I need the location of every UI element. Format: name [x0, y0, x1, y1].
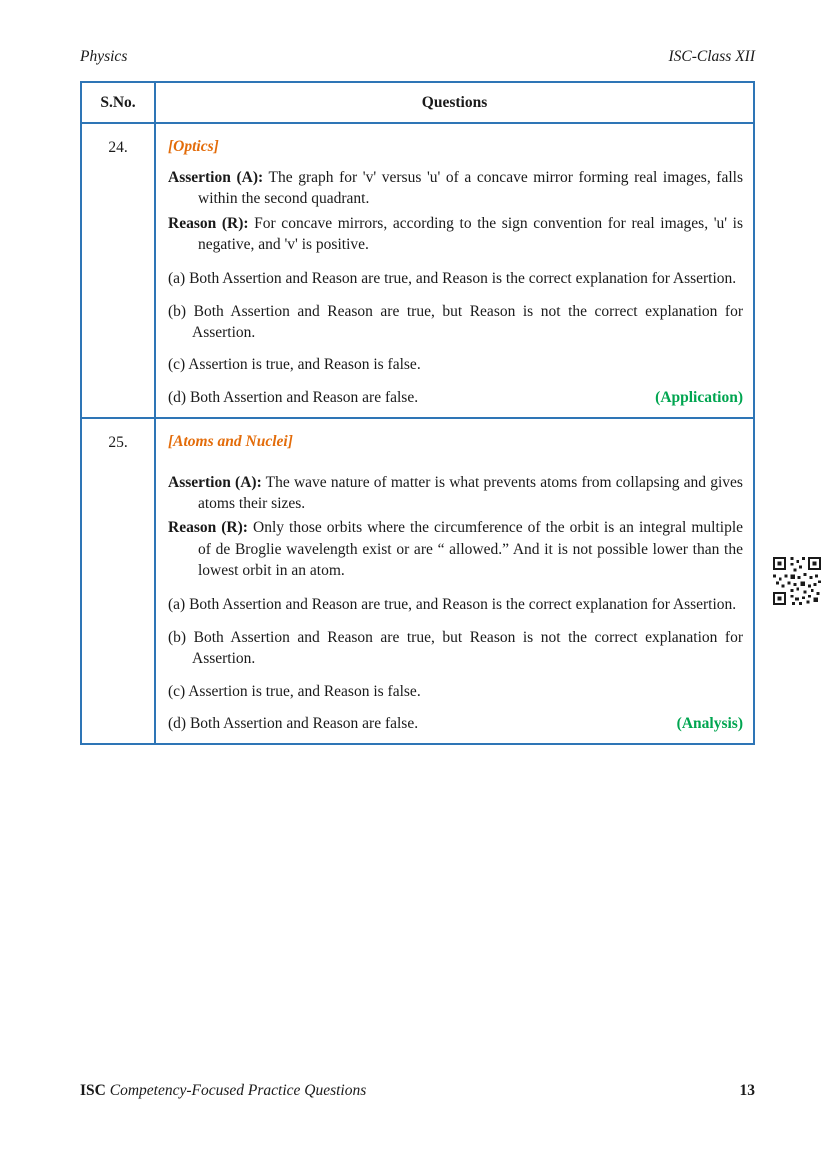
option-text: Assertion is true, and Reason is false.	[188, 356, 421, 374]
assertion-text: The wave nature of matter is what prevents atoms from collapsing and gives atoms their sizes.	[198, 473, 743, 512]
col-header-sno: S.No.	[82, 83, 156, 122]
competency-tag: (Analysis)	[676, 714, 743, 732]
option-text: Both Assertion and Reason are false.	[189, 714, 419, 732]
reason-text: Only those orbits where the circumference of the orbit is an integral multiple of de Broglie wavelength exist or are “ allowed.” And it is not possible lower than the lowest orbit in an atom.	[198, 519, 744, 579]
table-row	[82, 417, 753, 743]
option-label: (b)	[168, 628, 187, 646]
option-text: Both Assertion and Reason are true, and Reason is the correct explanation for Assertion.	[189, 596, 737, 614]
reason-label: Reason (R):	[168, 214, 249, 232]
competency-tag: (Application)	[655, 388, 743, 406]
reason-label: Reason (R):	[168, 519, 248, 537]
col-header-questions: Questions	[421, 94, 488, 111]
page-footer	[80, 1082, 755, 1100]
header-subject: Physics	[80, 48, 128, 65]
question-cell	[156, 124, 753, 417]
assertion-text: The graph for 'v' versus 'u' of a concave mirror forming real images, falls within the second quadrant.	[198, 168, 743, 208]
question-number: 24.	[82, 124, 156, 417]
page-header	[80, 48, 755, 66]
option-a	[168, 594, 743, 615]
footer-prefix: ISC	[80, 1082, 106, 1099]
table-row	[82, 124, 753, 417]
option-label: (d)	[168, 388, 187, 406]
option-d-row	[168, 387, 743, 408]
option-label: (a)	[168, 596, 186, 614]
option-b	[168, 301, 743, 344]
option-text: Assertion is true, and Reason is false.	[188, 682, 421, 700]
footer-series-title: Competency-Focused Practice Questions	[109, 1082, 367, 1099]
questions-table	[80, 81, 755, 745]
option-c	[168, 681, 743, 702]
assertion	[168, 472, 743, 515]
option-label: (b)	[168, 302, 187, 320]
page-number: 13	[739, 1082, 755, 1099]
option-c	[168, 354, 743, 375]
qr-code-icon	[773, 557, 821, 605]
topic-tag: [Atoms and Nuclei]	[168, 433, 293, 451]
option-d	[168, 387, 645, 408]
option-label: (c)	[168, 682, 186, 700]
option-label: (d)	[168, 714, 187, 732]
reason	[168, 517, 743, 581]
option-d	[168, 713, 667, 734]
option-b	[168, 627, 743, 670]
table-header-row	[82, 83, 753, 124]
question-cell	[156, 419, 753, 743]
option-label: (c)	[168, 356, 186, 374]
option-d-row	[168, 713, 743, 734]
option-text: Both Assertion and Reason are true, and Reason is the correct explanation for Assertion.	[189, 270, 737, 288]
header-class: ISC-Class XII	[668, 48, 755, 65]
assertion	[168, 167, 743, 210]
reason-text: For concave mirrors, according to the sign convention for real images, 'u' is negative, and 'v' is positive.	[198, 214, 743, 253]
assertion-label: Assertion (A):	[168, 473, 262, 491]
reason	[168, 213, 743, 256]
assertion-label: Assertion (A):	[168, 168, 264, 186]
footer-title	[80, 1082, 366, 1100]
option-label: (a)	[168, 270, 186, 288]
question-number: 25.	[82, 419, 156, 743]
option-text: Both Assertion and Reason are false.	[189, 388, 419, 406]
option-text: Both Assertion and Reason are true, but Reason is not the correct explanation for Assertion.	[192, 628, 743, 668]
option-text: Both Assertion and Reason are true, but Reason is not the correct explanation for Assertion.	[192, 302, 743, 341]
topic-tag: [Optics]	[168, 138, 219, 156]
option-a	[168, 268, 743, 289]
